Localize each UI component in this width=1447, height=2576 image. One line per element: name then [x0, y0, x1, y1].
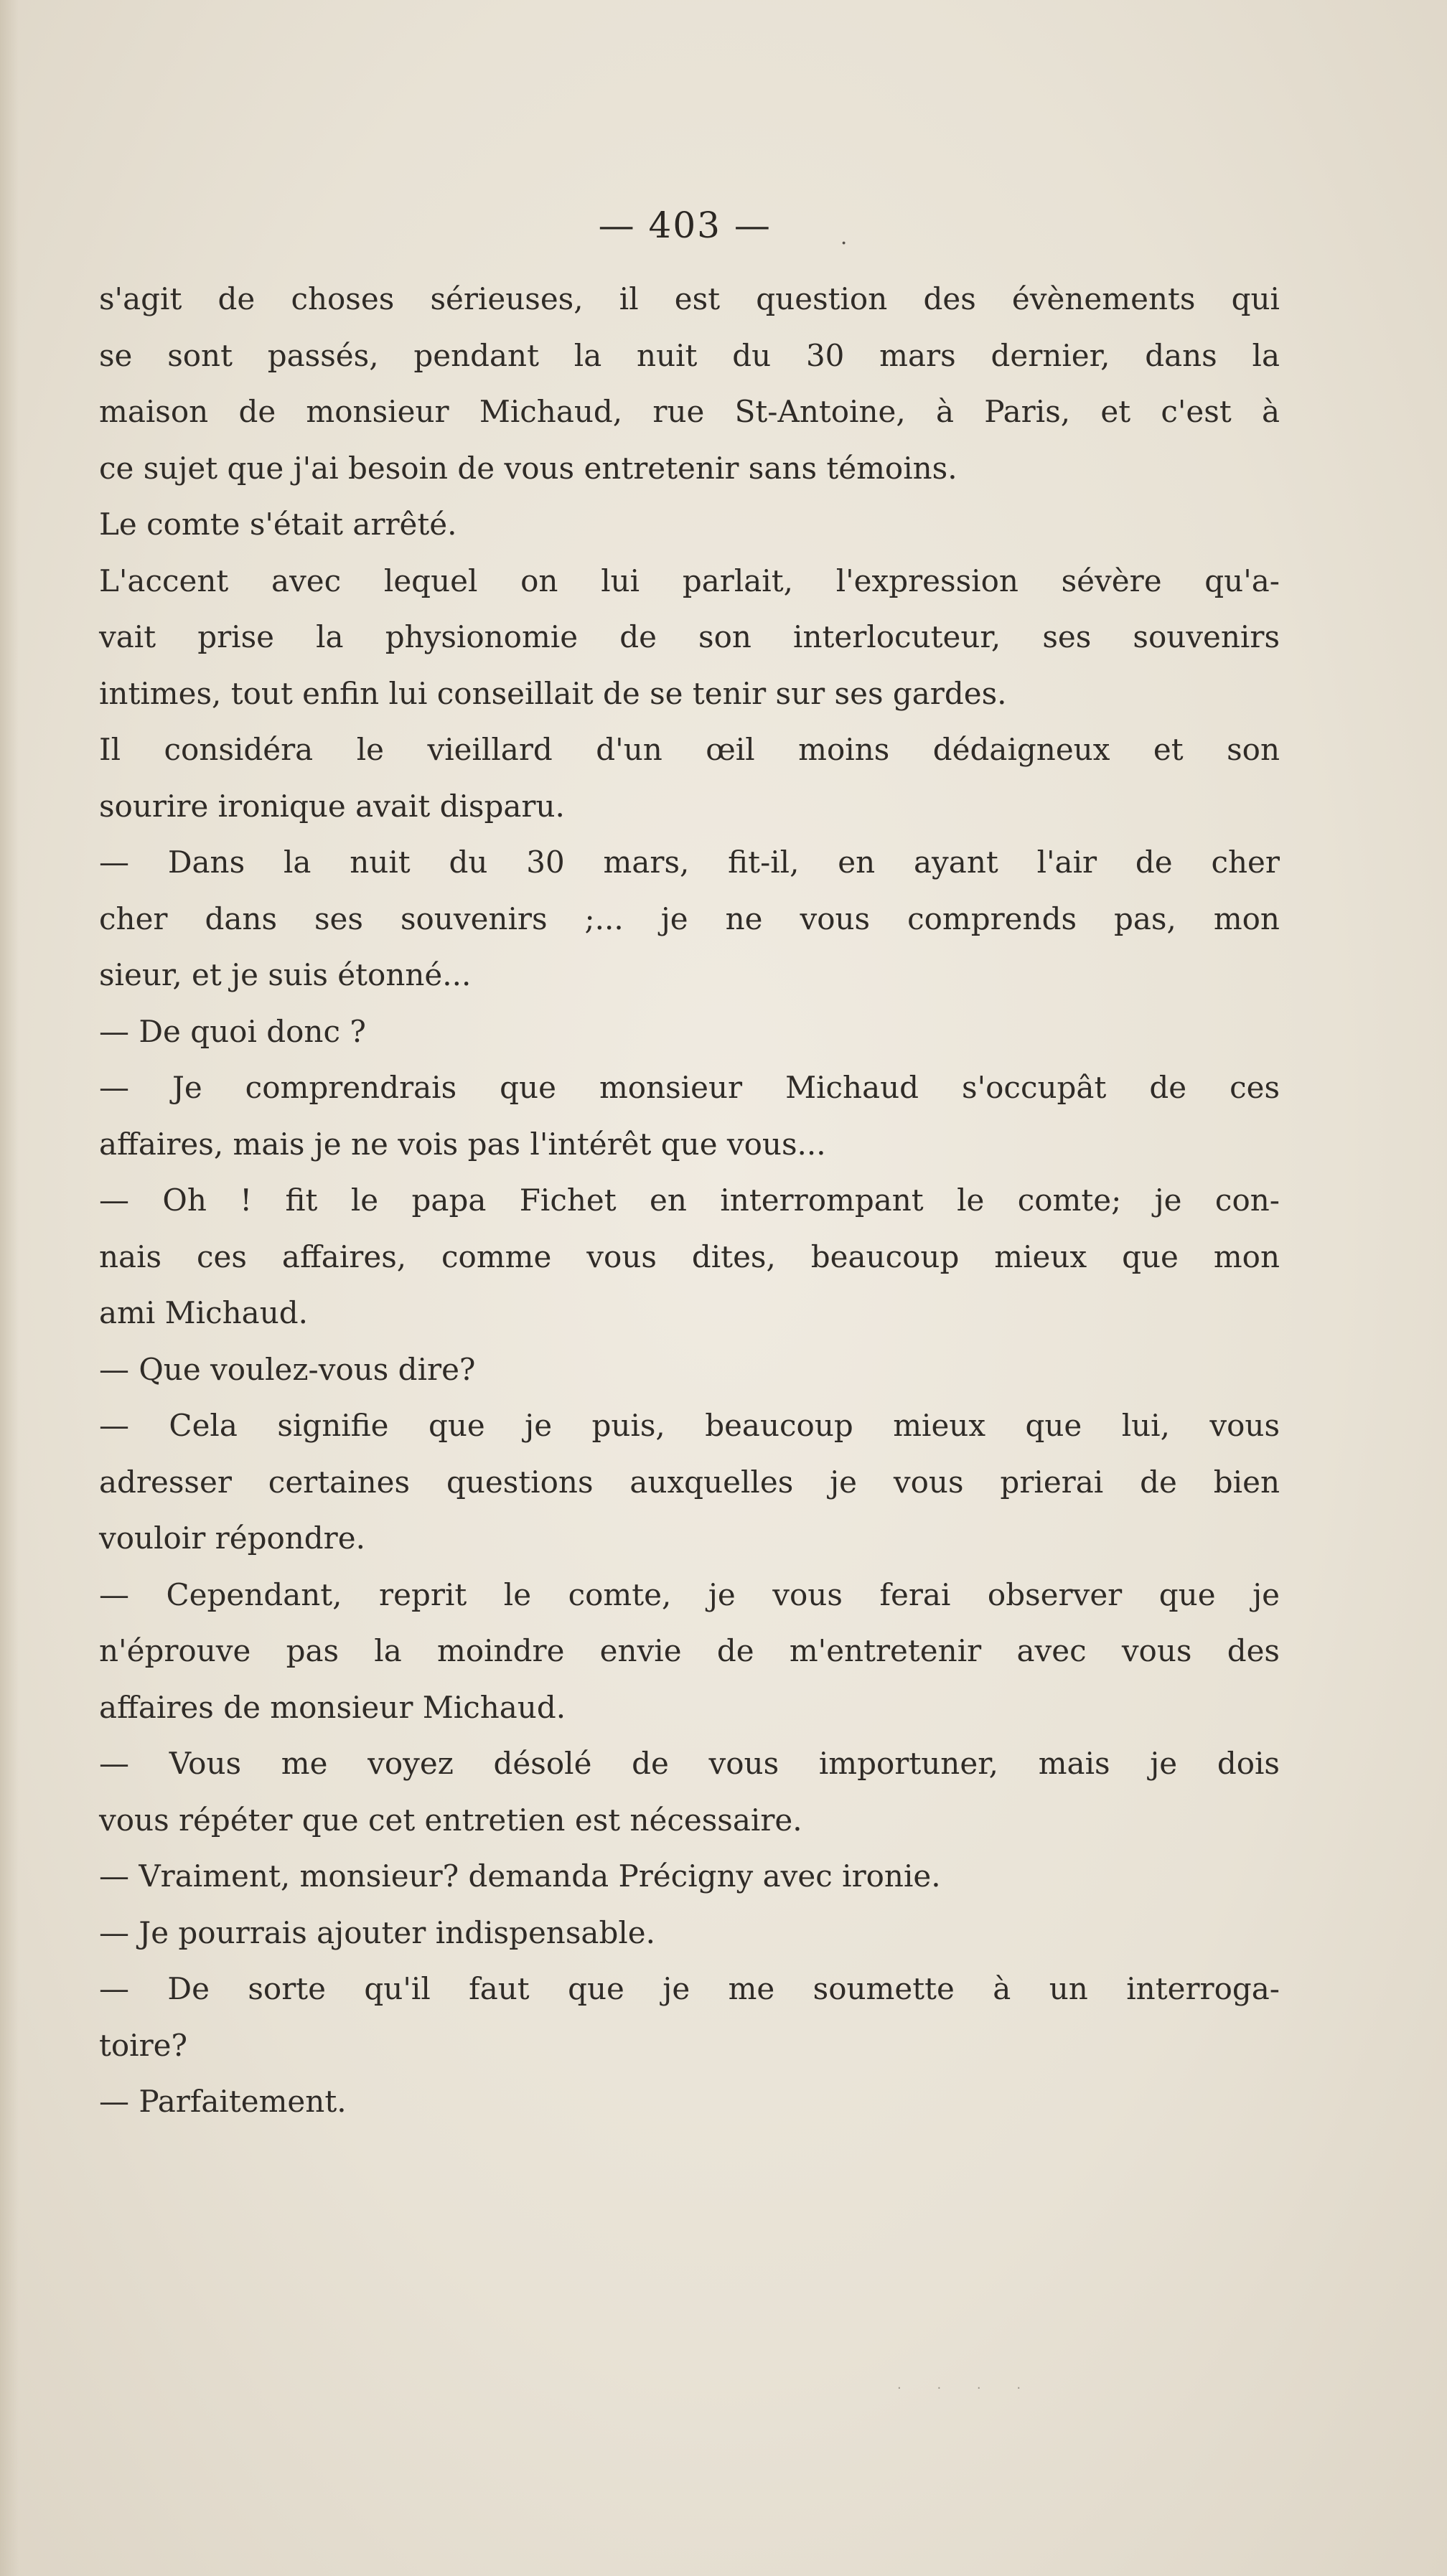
text-line: vouloir répondre. — [99, 1520, 365, 1556]
text-line: Le comte s'était arrêté. — [99, 507, 457, 542]
text-line: s'agit de choses sérieuses, il est question des évènements qui — [99, 281, 1280, 316]
text-line: — Cela signifie que je puis, beaucoup mieux que lui, vous — [99, 1408, 1280, 1443]
page-edge-shadow — [0, 0, 19, 2576]
text-line: vous répéter que cet entretien est nécessaire. — [99, 1802, 802, 1838]
text-line: se sont passés, pendant la nuit du 30 mars dernier, dans la — [99, 337, 1280, 373]
text-line: — De sorte qu'il faut que je me soumette à un interroga- — [99, 1971, 1280, 2006]
text-line: toire? — [99, 2027, 188, 2063]
text-line: Il considéra le vieillard d'un œil moins dédaigneux et son — [99, 732, 1280, 767]
text-line: — Vous me voyez désolé de vous importuner, mais je dois — [99, 1746, 1280, 1781]
text-line: — De quoi donc ? — [99, 1013, 366, 1049]
text-line: — Dans la nuit du 30 mars, fit-il, en ayant l'air de cher — [99, 845, 1280, 880]
text-line: vait prise la physionomie de son interlocuteur, ses souvenirs — [99, 619, 1280, 654]
text-line: L'accent avec lequel on lui parlait, l'expression sévère qu'a- — [99, 563, 1280, 598]
text-line: affaires de monsieur Michaud. — [99, 1689, 566, 1725]
text-line: affaires, mais je ne vois pas l'intérêt que vous... — [99, 1126, 826, 1162]
text-line: — Vraiment, monsieur? demanda Précigny avec ironie. — [99, 1858, 941, 1894]
text-line: — Cependant, reprit le comte, je vous ferai observer que je — [99, 1576, 1280, 1612]
text-line: — Je comprendrais que monsieur Michaud s'occupât de ces — [99, 1070, 1280, 1105]
body-text — [99, 271, 1280, 2130]
text-line: — Parfaitement. — [99, 2084, 347, 2119]
text-line: ami Michaud. — [99, 1295, 308, 1330]
text-line: — Oh ! fit le papa Fichet en interrompant le comte; je con- — [99, 1183, 1280, 1218]
text-line: sourire ironique avait disparu. — [99, 788, 565, 824]
page-number: — 403 — — [598, 205, 772, 246]
text-line: ce sujet que j'ai besoin de vous entretenir sans témoins. — [99, 450, 957, 486]
text-line: sieur, et je suis étonné... — [99, 957, 472, 992]
page-number-header — [0, 205, 1447, 256]
text-line: intimes, tout enfin lui conseillait de se tenir sur ses gardes. — [99, 675, 1007, 711]
page-mark: · — [840, 231, 849, 256]
text-line: nais ces affaires, comme vous dites, beaucoup mieux que mon — [99, 1238, 1280, 1274]
text-line: n'éprouve pas la moindre envie de m'entretenir avec vous des — [99, 1633, 1280, 1668]
text-line: — Que voulez-vous dire? — [99, 1351, 476, 1387]
text-line: adresser certaines questions auxquelles je vous prierai de bien — [99, 1464, 1280, 1500]
footer-marks: · · · · — [897, 2381, 1037, 2396]
text-line: maison de monsieur Michaud, rue St-Antoine, à Paris, et c'est à — [99, 394, 1280, 429]
text-line: — Je pourrais ajouter indispensable. — [99, 1914, 655, 1950]
text-line: cher dans ses souvenirs ;... je ne vous comprends pas, mon — [99, 901, 1280, 936]
